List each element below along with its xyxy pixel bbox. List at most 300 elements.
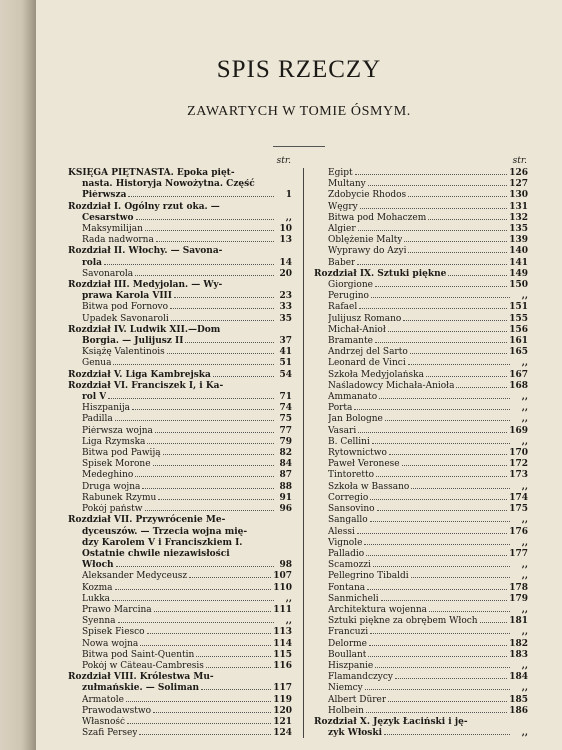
toc-entry-text: Andrzej del Sarto	[328, 347, 408, 358]
toc-entry	[314, 202, 528, 213]
toc-entry	[68, 347, 292, 358]
toc-page-number: ,,	[521, 683, 528, 694]
dot-leader	[408, 196, 507, 197]
toc-page-number: 149	[509, 268, 528, 279]
toc-page-number: 96	[279, 504, 292, 515]
toc-entry	[314, 616, 528, 627]
toc-entry	[68, 672, 292, 694]
toc-entry-text: Baber	[328, 257, 356, 268]
page-column-label: str.	[512, 156, 527, 166]
dot-leader	[155, 432, 274, 433]
toc-page-number: 84	[279, 459, 292, 470]
toc-entry-text: Paweł Veronese	[328, 459, 400, 470]
dot-leader	[358, 432, 507, 433]
toc-page-number: 35	[279, 313, 292, 324]
toc-page-number: 179	[509, 593, 528, 604]
toc-entry	[314, 403, 528, 414]
dot-leader	[448, 275, 507, 276]
dot-leader	[153, 465, 274, 466]
toc-entry-text: Flamandczycy	[328, 672, 393, 683]
toc-entry-text: Scamozzi	[328, 560, 371, 571]
dot-leader	[354, 409, 510, 410]
toc-entry-text: Rozdział II. Włochy. — Savona-	[68, 246, 223, 257]
toc-page-number: 77	[279, 425, 292, 436]
toc-entry	[68, 515, 292, 571]
dot-leader	[167, 353, 274, 354]
toc-entry-text: Rafael	[328, 302, 358, 313]
toc-entry-text: Własność	[82, 716, 126, 727]
toc-entry	[314, 695, 528, 706]
toc-entry	[68, 594, 292, 605]
toc-page-number: 1	[285, 190, 292, 201]
toc-page-number: 10	[279, 224, 292, 235]
column-divider	[303, 168, 304, 738]
toc-entry	[68, 302, 292, 313]
toc-entry-text: Bitwa pod Mohaczem	[328, 212, 427, 223]
dot-leader	[408, 364, 510, 365]
toc-entry-text: Rozdział V. Liga Kambrejska	[68, 369, 211, 380]
toc-entry	[314, 717, 528, 739]
toc-entry-text: Pellegrino Tibaldi	[328, 571, 409, 582]
dot-leader	[113, 364, 274, 365]
toc-entry	[68, 168, 292, 202]
dot-leader	[411, 577, 510, 578]
toc-entry-text: Niemcy	[328, 683, 363, 694]
toc-entry-text: Genua	[82, 358, 112, 369]
toc-entry	[68, 269, 292, 280]
dot-leader	[136, 219, 274, 220]
dot-leader	[104, 264, 274, 265]
toc-entry-text: Bitwa pod Saint-Quentin	[82, 649, 195, 660]
toc-entry-text: Prawo Marcina	[82, 604, 152, 615]
toc-entry-text: Aleksander Medyceusz	[82, 571, 188, 582]
toc-entry-text: zyk Włoski	[328, 728, 383, 739]
toc-page-number: 131	[509, 201, 528, 212]
toc-page-number: 172	[509, 459, 528, 470]
toc-entry	[68, 437, 292, 448]
dot-leader	[355, 174, 508, 175]
toc-entry-text: Jan Bologne	[328, 414, 383, 425]
toc-entry	[314, 235, 528, 246]
toc-entry	[68, 414, 292, 425]
toc-entry-text: Rozdział IX. Sztuki piękne	[314, 268, 447, 279]
dot-leader	[408, 252, 507, 253]
toc-entry	[314, 538, 528, 549]
dot-leader	[456, 387, 507, 388]
toc-entry	[314, 224, 528, 235]
toc-entry-text: Rada nadworna	[82, 235, 154, 246]
toc-entry-text: Nowa wojna	[82, 638, 139, 649]
toc-entry	[68, 493, 292, 504]
toc-entry-text: dyceuszów. — Trzecia wojna mię-	[82, 526, 248, 537]
toc-page-number: 173	[509, 470, 528, 481]
dot-leader	[108, 398, 274, 399]
toc-page-number: ,,	[521, 291, 528, 302]
toc-entry	[68, 403, 292, 414]
title-rule	[273, 146, 325, 147]
toc-page-number: 87	[279, 470, 292, 481]
toc-page-number: 14	[279, 257, 292, 268]
toc-entry	[314, 314, 528, 325]
toc-entry-text: Kozma	[82, 582, 113, 593]
toc-entry-text: Rozdział VIII. Królestwa Mu-	[68, 672, 214, 683]
toc-entry-text: prawa Karola VIII	[82, 291, 172, 302]
toc-page-number: 181	[509, 616, 528, 627]
toc-entry	[314, 414, 528, 425]
toc-entry	[314, 594, 528, 605]
toc-entry	[314, 179, 528, 190]
page-subtitle: ZAWARTYCH W TOMIE ÓSMYM.	[187, 104, 411, 119]
toc-entry	[314, 448, 528, 459]
dot-leader	[142, 488, 274, 489]
toc-entry-text: Sztuki piękne za obrębem Włoch	[328, 616, 478, 627]
toc-page-number: 117	[273, 683, 292, 694]
toc-entry-text: Albert Dürer	[328, 694, 387, 705]
toc-page-number: 54	[279, 369, 292, 380]
toc-page-number: 161	[509, 336, 528, 347]
dot-leader	[368, 656, 507, 657]
dot-leader	[375, 342, 507, 343]
toc-entry-text: Architektura wojenna	[328, 604, 428, 615]
dot-leader	[140, 645, 271, 646]
toc-entry	[314, 370, 528, 381]
toc-entry-text: Armatole	[82, 694, 124, 705]
toc-page-number: 110	[273, 582, 292, 593]
toc-page-number: 115	[273, 649, 292, 660]
toc-page-number: 20	[279, 268, 292, 279]
toc-entry-text: Spisek Morone	[82, 459, 151, 470]
toc-entry-text: Rozdział IV. Ludwik XII.—Dom	[68, 324, 221, 335]
dot-leader	[429, 611, 510, 612]
dot-leader	[375, 667, 510, 668]
toc-entry-text: Rozdział III. Medyjolan. — Wy-	[68, 280, 223, 291]
toc-page-number: ,,	[521, 481, 528, 492]
toc-entry-text: Boullant	[328, 649, 367, 660]
toc-entry	[68, 639, 292, 650]
book-page	[36, 0, 562, 750]
dot-leader	[174, 297, 274, 298]
toc-entry-text: Ostatnie chwile niezawisłości	[82, 548, 230, 559]
toc-entry-text: rol V	[82, 392, 107, 403]
toc-entry	[68, 426, 292, 437]
toc-page-number: 167	[509, 369, 528, 380]
toc-entry-text: Węgry	[328, 201, 358, 212]
dot-leader	[147, 443, 274, 444]
toc-entry-text: KSIĘGA PIĘTNASTA. Epoka pięt-	[68, 168, 235, 178]
toc-entry	[314, 515, 528, 526]
toc-entry	[314, 571, 528, 582]
toc-entry-text: Pokój w Câteau-Cambresis	[82, 660, 204, 671]
dot-leader	[388, 701, 507, 702]
dot-leader	[366, 555, 507, 556]
toc-page-number: ,,	[521, 660, 528, 671]
dot-leader	[135, 275, 274, 276]
toc-entry-text: Palladio	[328, 548, 365, 559]
toc-entry-text: Ammanato	[328, 392, 378, 403]
toc-page-number: 124	[273, 728, 292, 739]
toc-entry	[314, 549, 528, 560]
toc-page-number: 185	[509, 694, 528, 705]
toc-entry	[68, 661, 292, 672]
toc-entry	[68, 571, 292, 582]
dot-leader	[384, 734, 510, 735]
dot-leader	[185, 342, 274, 343]
dot-leader	[171, 320, 274, 321]
dot-leader	[367, 589, 507, 590]
dot-leader	[385, 420, 510, 421]
dot-leader	[196, 656, 271, 657]
toc-entry	[314, 336, 528, 347]
toc-entry	[314, 672, 528, 683]
toc-entry	[314, 627, 528, 638]
toc-page-number: ,,	[521, 515, 528, 526]
toc-page-number: 74	[279, 403, 292, 414]
toc-page-number: 91	[279, 492, 292, 503]
toc-entry	[314, 302, 528, 313]
toc-entry	[314, 280, 528, 291]
toc-entry-text: Julijusz Romano	[328, 313, 402, 324]
toc-page-number: 33	[279, 302, 292, 313]
toc-entry	[314, 437, 528, 448]
toc-entry-text: Rabunek Rzymu	[82, 492, 157, 503]
dot-leader	[377, 510, 508, 511]
toc-entry	[68, 314, 292, 325]
toc-entry	[68, 717, 292, 728]
toc-entry-text: Szkoła Medyjolańska	[328, 369, 424, 380]
toc-entry-text: nasta. Historyja Nowożytna. Część	[82, 179, 255, 190]
toc-entry-text: B. Cellini	[328, 436, 370, 447]
dot-leader	[153, 712, 271, 713]
dot-leader	[116, 566, 274, 567]
toc-entry-text: Giorgione	[328, 280, 373, 291]
dot-leader	[381, 600, 508, 601]
toc-page-number: ,,	[521, 414, 528, 425]
toc-entry-text: Spisek Fiesco	[82, 627, 145, 638]
toc-entry	[314, 258, 528, 269]
toc-entry-text: Lukka	[82, 593, 111, 604]
dot-leader	[147, 633, 272, 634]
toc-entry	[314, 381, 528, 392]
toc-entry	[314, 269, 528, 280]
dot-leader	[163, 454, 274, 455]
dot-leader	[368, 185, 507, 186]
toc-entry	[314, 392, 528, 403]
toc-entry-text: Medeghino	[82, 470, 134, 481]
toc-entry	[314, 504, 528, 515]
toc-entry	[68, 583, 292, 594]
dot-leader	[372, 443, 510, 444]
toc-page-number: 132	[509, 212, 528, 223]
toc-entry	[68, 224, 292, 235]
toc-page-number: 156	[509, 324, 528, 335]
dot-leader	[139, 734, 271, 735]
toc-entry	[68, 650, 292, 661]
toc-entry-text: Porta	[328, 403, 353, 414]
toc-page-number: 121	[273, 716, 292, 727]
toc-page-number: 141	[509, 257, 528, 268]
toc-entry-text: Corregio	[328, 492, 369, 503]
toc-page-number: 113	[273, 627, 292, 638]
dot-leader	[388, 331, 507, 332]
toc-entry-text: Zdobycie Rhodos	[328, 190, 407, 201]
toc-entry-text: Borgia. — Julijusz II	[82, 336, 184, 347]
toc-entry	[314, 291, 528, 302]
dot-leader	[366, 712, 507, 713]
toc-entry	[314, 493, 528, 504]
toc-page-number: 75	[279, 414, 292, 425]
toc-entry-text: Rozdział VI. Franciszek I, i Ka-	[68, 380, 224, 391]
dot-leader	[402, 465, 508, 466]
dot-leader	[404, 241, 507, 242]
dot-leader	[128, 196, 274, 197]
dot-leader	[213, 376, 274, 377]
toc-page-number: 82	[279, 448, 292, 459]
toc-page-number: 51	[279, 358, 292, 369]
toc-page-number: ,,	[285, 212, 292, 223]
toc-entry-text: Upadek Savonaroli	[82, 313, 169, 324]
toc-page-number: 139	[509, 235, 528, 246]
toc-entry-text: zułmańskie. — Soliman	[82, 683, 200, 694]
toc-page-number: ,,	[285, 593, 292, 604]
toc-entry	[68, 470, 292, 481]
dot-leader	[126, 701, 271, 702]
dot-leader	[156, 241, 274, 242]
toc-page-number: 116	[273, 660, 292, 671]
toc-page-number: 170	[509, 448, 528, 459]
toc-page-number: ,,	[521, 728, 528, 739]
dot-leader	[370, 499, 507, 500]
toc-page-number: 186	[509, 705, 528, 716]
toc-entry-text: dzy Karolem V i Franciszkiem I.	[82, 537, 243, 548]
dot-leader	[360, 208, 507, 209]
toc-entry-text: Piérwsza	[82, 190, 127, 201]
toc-entry-text: Prawodawstwo	[82, 705, 152, 716]
toc-entry-text: Perugino	[328, 291, 369, 302]
toc-entry-text: Vignole	[328, 537, 363, 548]
toc-page-number: 168	[509, 380, 528, 391]
toc-entry	[314, 583, 528, 594]
dot-leader	[115, 420, 274, 421]
toc-page-number: 127	[509, 179, 528, 190]
toc-entry	[314, 168, 528, 179]
toc-page-number: 71	[279, 392, 292, 403]
dot-leader	[357, 264, 507, 265]
toc-entry-text: Książę Valentinois	[82, 347, 165, 358]
toc-page-number: 184	[509, 672, 528, 683]
toc-entry	[68, 246, 292, 268]
toc-entry	[68, 459, 292, 470]
toc-page-number: 126	[509, 168, 528, 178]
toc-page-number: 130	[509, 190, 528, 201]
toc-page-number: 165	[509, 347, 528, 358]
toc-page-number: ,,	[521, 560, 528, 571]
toc-entry-text: Rozdział I. Ogólny rzut oka. —	[68, 201, 220, 212]
toc-entry-text: Cesarstwo	[82, 212, 134, 223]
dot-leader	[379, 398, 510, 399]
dot-leader	[395, 678, 507, 679]
toc-page-number: 176	[509, 526, 528, 537]
dot-leader	[357, 533, 507, 534]
dot-leader	[359, 308, 507, 309]
toc-entry	[68, 706, 292, 717]
toc-entry-text: Padilla	[82, 414, 113, 425]
toc-entry	[314, 560, 528, 571]
dot-leader	[426, 376, 507, 377]
toc-entry	[314, 213, 528, 224]
toc-entry	[314, 482, 528, 493]
toc-entry	[68, 280, 292, 302]
toc-entry-text: Algier	[328, 224, 356, 235]
dot-leader	[480, 622, 508, 623]
dot-leader	[373, 566, 510, 567]
toc-entry-text: Wyprawy do Azyi	[328, 246, 407, 257]
toc-page-number: ,,	[521, 571, 528, 582]
toc-entry	[68, 370, 292, 381]
dot-leader	[170, 308, 274, 309]
toc-entry	[314, 246, 528, 257]
toc-entry-text: Rytownictwo	[328, 448, 387, 459]
toc-entry-text: Savonarola	[82, 268, 134, 279]
toc-entry	[68, 728, 292, 739]
toc-entry-text: Sangallo	[328, 515, 368, 526]
dot-leader	[376, 476, 507, 477]
toc-page-number: 13	[279, 235, 292, 246]
toc-entry	[68, 325, 292, 347]
toc-page-number: ,,	[521, 604, 528, 615]
toc-entry-text: Francuzi	[328, 627, 369, 638]
toc-page-number: 175	[509, 504, 528, 515]
toc-entry	[68, 448, 292, 459]
toc-entry	[314, 527, 528, 538]
toc-entry	[314, 650, 528, 661]
toc-entry	[68, 695, 292, 706]
dot-leader	[370, 521, 510, 522]
dot-leader	[428, 219, 507, 220]
toc-entry-text: Maksymilijan	[82, 224, 143, 235]
toc-entry-text: Fontana	[328, 582, 366, 593]
toc-entry	[314, 639, 528, 650]
toc-entry-text: Egipt	[328, 168, 353, 178]
toc-entry-text: Włoch	[82, 560, 114, 571]
dot-leader	[364, 544, 510, 545]
toc-entry	[314, 459, 528, 470]
dot-leader	[403, 320, 507, 321]
toc-page-number: 23	[279, 291, 292, 302]
toc-entry-text: Sansovino	[328, 504, 375, 515]
dot-leader	[135, 476, 274, 477]
toc-page-number: ,,	[521, 358, 528, 369]
book-gutter	[0, 0, 36, 750]
toc-entry-text: Hiszpanie	[328, 660, 374, 671]
toc-column-left	[68, 154, 292, 739]
toc-entry-text: Rozdział VII. Przywrócenie Me-	[68, 515, 226, 526]
toc-entry	[314, 358, 528, 369]
toc-page-number: 41	[279, 347, 292, 358]
dot-leader	[145, 510, 275, 511]
toc-entry	[314, 325, 528, 336]
dot-leader	[410, 353, 507, 354]
toc-page-number: 174	[509, 492, 528, 503]
toc-page-number: 140	[509, 246, 528, 257]
toc-entry-text: Piérwsza wojna	[82, 425, 153, 436]
toc-entry-text: Liga Rzymska	[82, 436, 146, 447]
dot-leader	[158, 499, 274, 500]
toc-entry-text: Multany	[328, 179, 366, 190]
page-column-label: str.	[276, 156, 291, 166]
toc-page-number: 182	[509, 638, 528, 649]
toc-entry-text: Tintoretto	[328, 470, 374, 481]
dot-leader	[389, 454, 507, 455]
